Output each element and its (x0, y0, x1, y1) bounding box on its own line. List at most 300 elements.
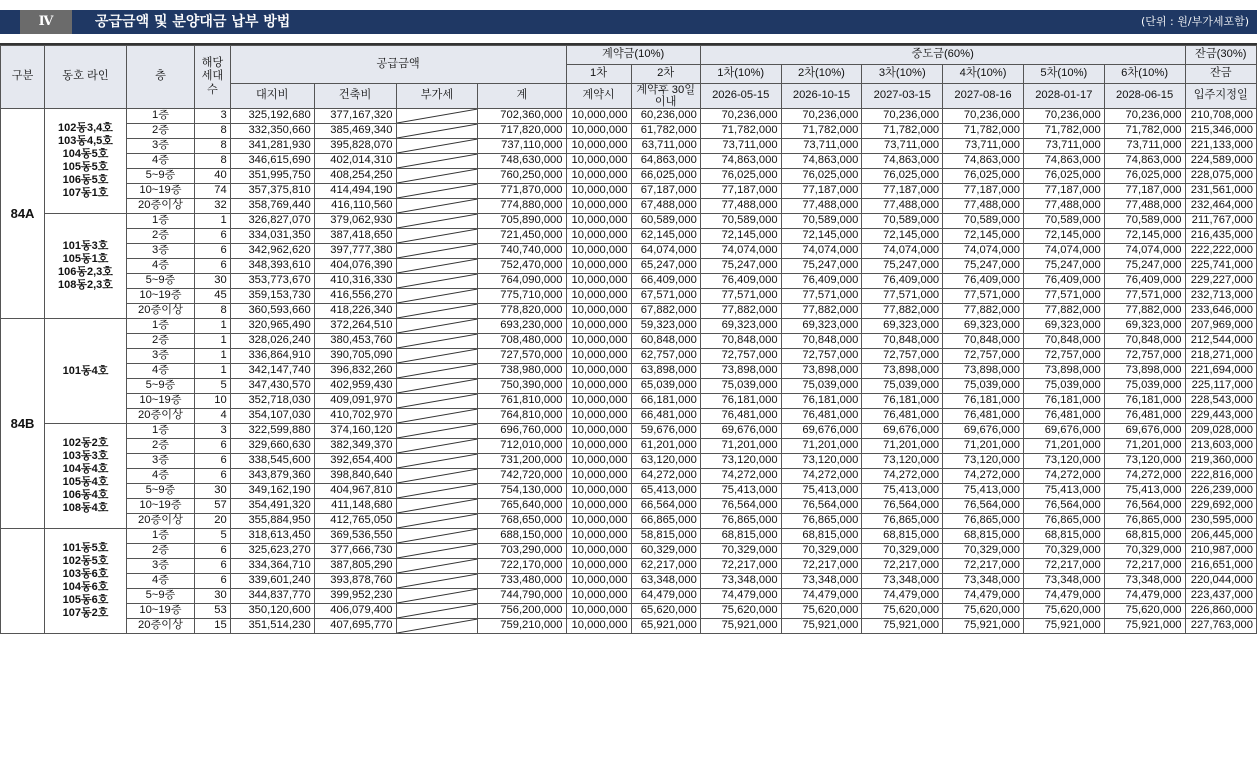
deposit-2-cell: 62,145,000 (631, 229, 700, 244)
col-supply: 공급금액 (230, 46, 566, 84)
dong-line-cell: 101동4호 (45, 319, 127, 424)
floor-cell: 10~19층 (126, 184, 194, 199)
building-price-cell: 379,062,930 (314, 214, 396, 229)
col-gubun: 구분 (1, 46, 45, 109)
middle-payment-cell: 72,145,000 (1104, 229, 1185, 244)
table-row (1, 289, 1257, 304)
units-cell: 6 (195, 469, 231, 484)
table-row (1, 139, 1257, 154)
floor-cell: 2층 (126, 229, 194, 244)
deposit-1-cell: 10,000,000 (566, 379, 631, 394)
units-cell: 30 (195, 589, 231, 604)
building-price-cell: 410,702,970 (314, 409, 396, 424)
land-price-cell: 344,837,770 (230, 589, 314, 604)
middle-payment-cell: 70,236,000 (781, 109, 862, 124)
middle-payment-cell: 70,236,000 (1023, 109, 1104, 124)
deposit-1-cell: 10,000,000 (566, 589, 631, 604)
middle-payment-cell: 69,323,000 (862, 319, 943, 334)
balance-cell: 218,271,000 (1185, 349, 1256, 364)
balance-cell: 233,646,000 (1185, 304, 1256, 319)
floor-cell: 10~19층 (126, 394, 194, 409)
vat-cell (396, 244, 478, 259)
middle-payment-cell: 77,488,000 (781, 199, 862, 214)
deposit-1-cell: 10,000,000 (566, 124, 631, 139)
middle-payment-cell: 75,039,000 (1023, 379, 1104, 394)
building-price-cell: 387,418,650 (314, 229, 396, 244)
middle-payment-cell: 76,181,000 (943, 394, 1024, 409)
col-balance-when: 입주지정일 (1185, 84, 1256, 109)
middle-payment-cell: 70,848,000 (1104, 334, 1185, 349)
deposit-1-cell: 10,000,000 (566, 604, 631, 619)
vat-cell (396, 229, 478, 244)
middle-payment-cell: 76,025,000 (943, 169, 1024, 184)
middle-payment-cell: 68,815,000 (862, 529, 943, 544)
units-cell: 57 (195, 499, 231, 514)
table-row (1, 619, 1257, 634)
total-price-cell: 744,790,000 (478, 589, 566, 604)
floor-cell: 2층 (126, 439, 194, 454)
table-row (1, 109, 1257, 124)
deposit-2-cell: 67,882,000 (631, 304, 700, 319)
vat-cell (396, 169, 478, 184)
col-dongho: 동호 라인 (45, 46, 127, 109)
floor-cell: 4층 (126, 259, 194, 274)
land-price-cell: 357,375,810 (230, 184, 314, 199)
middle-payment-cell: 75,247,000 (1023, 259, 1104, 274)
deposit-1-cell: 10,000,000 (566, 304, 631, 319)
vat-cell (396, 334, 478, 349)
middle-payment-cell: 74,074,000 (1023, 244, 1104, 259)
middle-payment-cell: 70,589,000 (862, 214, 943, 229)
total-price-cell: 738,980,000 (478, 364, 566, 379)
building-price-cell: 393,878,760 (314, 574, 396, 589)
middle-payment-cell: 77,187,000 (700, 184, 781, 199)
middle-payment-cell: 71,201,000 (943, 439, 1024, 454)
table-row (1, 454, 1257, 469)
units-cell: 53 (195, 604, 231, 619)
middle-payment-cell: 75,413,000 (781, 484, 862, 499)
deposit-1-cell: 10,000,000 (566, 229, 631, 244)
balance-cell: 216,435,000 (1185, 229, 1256, 244)
middle-payment-cell: 73,120,000 (1023, 454, 1104, 469)
deposit-2-cell: 64,479,000 (631, 589, 700, 604)
middle-payment-cell: 69,676,000 (862, 424, 943, 439)
vat-cell (396, 349, 478, 364)
middle-payment-cell: 73,711,000 (1023, 139, 1104, 154)
middle-payment-cell: 73,120,000 (700, 454, 781, 469)
balance-cell: 224,589,000 (1185, 154, 1256, 169)
building-price-cell: 372,264,510 (314, 319, 396, 334)
total-price-cell: 717,820,000 (478, 124, 566, 139)
middle-payment-cell: 75,620,000 (862, 604, 943, 619)
deposit-1-cell: 10,000,000 (566, 364, 631, 379)
deposit-1-cell: 10,000,000 (566, 319, 631, 334)
balance-cell: 229,443,000 (1185, 409, 1256, 424)
middle-payment-cell: 71,782,000 (1023, 124, 1104, 139)
total-price-cell: 778,820,000 (478, 304, 566, 319)
deposit-2-cell: 64,272,000 (631, 469, 700, 484)
middle-payment-cell: 77,571,000 (862, 289, 943, 304)
land-price-cell: 354,491,320 (230, 499, 314, 514)
land-price-cell: 325,192,680 (230, 109, 314, 124)
units-cell: 15 (195, 619, 231, 634)
total-price-cell: 748,630,000 (478, 154, 566, 169)
middle-payment-cell: 70,329,000 (1104, 544, 1185, 559)
middle-payment-cell: 75,247,000 (781, 259, 862, 274)
middle-payment-cell: 77,882,000 (700, 304, 781, 319)
deposit-2-cell: 65,921,000 (631, 619, 700, 634)
units-cell: 6 (195, 544, 231, 559)
balance-cell: 216,651,000 (1185, 559, 1256, 574)
middle-payment-cell: 69,676,000 (1104, 424, 1185, 439)
total-price-cell: 740,740,000 (478, 244, 566, 259)
deposit-2-cell: 63,120,000 (631, 454, 700, 469)
balance-cell: 222,816,000 (1185, 469, 1256, 484)
deposit-2-cell: 63,348,000 (631, 574, 700, 589)
floor-cell: 1층 (126, 319, 194, 334)
floor-cell: 10~19층 (126, 499, 194, 514)
balance-cell: 223,437,000 (1185, 589, 1256, 604)
middle-payment-cell: 76,481,000 (781, 409, 862, 424)
deposit-1-cell: 10,000,000 (566, 514, 631, 529)
middle-payment-cell: 69,323,000 (943, 319, 1024, 334)
building-price-cell: 387,805,290 (314, 559, 396, 574)
land-price-cell: 342,147,740 (230, 364, 314, 379)
middle-payment-cell: 75,413,000 (700, 484, 781, 499)
unit-type-cell: 84A (1, 109, 45, 319)
vat-cell (396, 454, 478, 469)
deposit-1-cell: 10,000,000 (566, 154, 631, 169)
table-row (1, 304, 1257, 319)
middle-payment-cell: 74,479,000 (1023, 589, 1104, 604)
col-mid-label: 1차(10%) (700, 65, 781, 84)
middle-payment-cell: 77,187,000 (1104, 184, 1185, 199)
units-cell: 40 (195, 169, 231, 184)
floor-cell: 4층 (126, 154, 194, 169)
balance-cell: 225,741,000 (1185, 259, 1256, 274)
table-row (1, 274, 1257, 289)
total-price-cell: 756,200,000 (478, 604, 566, 619)
middle-payment-cell: 77,488,000 (700, 199, 781, 214)
middle-payment-cell: 76,865,000 (700, 514, 781, 529)
balance-cell: 229,227,000 (1185, 274, 1256, 289)
deposit-1-cell: 10,000,000 (566, 334, 631, 349)
units-cell: 1 (195, 349, 231, 364)
vat-cell (396, 379, 478, 394)
middle-payment-cell: 76,409,000 (781, 274, 862, 289)
balance-cell: 221,694,000 (1185, 364, 1256, 379)
col-building: 건축비 (314, 84, 396, 109)
total-price-cell: 760,250,000 (478, 169, 566, 184)
total-price-cell: 775,710,000 (478, 289, 566, 304)
table-row (1, 124, 1257, 139)
middle-payment-cell: 77,187,000 (862, 184, 943, 199)
middle-payment-cell: 75,039,000 (1104, 379, 1185, 394)
table-row (1, 514, 1257, 529)
deposit-1-cell: 10,000,000 (566, 244, 631, 259)
total-price-cell: 765,640,000 (478, 499, 566, 514)
middle-payment-cell: 74,272,000 (700, 469, 781, 484)
vat-cell (396, 364, 478, 379)
col-dep1: 1차 (566, 65, 631, 84)
middle-payment-cell: 72,217,000 (943, 559, 1024, 574)
middle-payment-cell: 75,413,000 (862, 484, 943, 499)
dong-line-cell: 101동5호 102동5호 103동6호 104동6호 105동6호 107동2호 (45, 529, 127, 634)
vat-cell (396, 259, 478, 274)
middle-payment-cell: 75,039,000 (781, 379, 862, 394)
units-cell: 10 (195, 394, 231, 409)
middle-payment-cell: 74,272,000 (781, 469, 862, 484)
balance-cell: 220,044,000 (1185, 574, 1256, 589)
middle-payment-cell: 72,757,000 (943, 349, 1024, 364)
col-units: 해당 세대수 (195, 46, 231, 109)
deposit-1-cell: 10,000,000 (566, 199, 631, 214)
middle-payment-cell: 69,676,000 (943, 424, 1024, 439)
middle-payment-cell: 68,815,000 (943, 529, 1024, 544)
floor-cell: 3층 (126, 349, 194, 364)
deposit-1-cell: 10,000,000 (566, 559, 631, 574)
middle-payment-cell: 68,815,000 (781, 529, 862, 544)
middle-payment-cell: 77,488,000 (1104, 199, 1185, 214)
middle-payment-cell: 73,898,000 (943, 364, 1024, 379)
land-price-cell: 328,026,240 (230, 334, 314, 349)
page-title: 공급금액 및 분양대금 납부 방법 (95, 14, 291, 30)
col-mid-label: 6차(10%) (1104, 65, 1185, 84)
middle-payment-cell: 72,757,000 (1104, 349, 1185, 364)
floor-cell: 2층 (126, 124, 194, 139)
units-cell: 3 (195, 424, 231, 439)
middle-payment-cell: 71,201,000 (1023, 439, 1104, 454)
middle-payment-cell: 76,481,000 (862, 409, 943, 424)
middle-payment-cell: 73,711,000 (700, 139, 781, 154)
units-cell: 6 (195, 574, 231, 589)
middle-payment-cell: 76,865,000 (1023, 514, 1104, 529)
deposit-2-cell: 62,757,000 (631, 349, 700, 364)
table-row (1, 424, 1257, 439)
floor-cell: 20층이상 (126, 199, 194, 214)
land-price-cell: 348,393,610 (230, 259, 314, 274)
units-cell: 6 (195, 229, 231, 244)
deposit-2-cell: 63,711,000 (631, 139, 700, 154)
middle-payment-cell: 69,323,000 (1104, 319, 1185, 334)
col-mid-date: 2027-03-15 (862, 84, 943, 109)
middle-payment-cell: 76,564,000 (700, 499, 781, 514)
middle-payment-cell: 70,848,000 (781, 334, 862, 349)
middle-payment-cell: 76,865,000 (781, 514, 862, 529)
floor-cell: 3층 (126, 139, 194, 154)
middle-payment-cell: 73,898,000 (1023, 364, 1104, 379)
unit-type-cell (1, 529, 45, 634)
deposit-1-cell: 10,000,000 (566, 289, 631, 304)
vat-cell (396, 469, 478, 484)
middle-payment-cell: 73,120,000 (943, 454, 1024, 469)
middle-payment-cell: 70,329,000 (1023, 544, 1104, 559)
middle-payment-cell: 70,329,000 (943, 544, 1024, 559)
building-price-cell: 409,091,970 (314, 394, 396, 409)
units-cell: 74 (195, 184, 231, 199)
balance-cell: 207,969,000 (1185, 319, 1256, 334)
col-dep2: 2차 (631, 65, 700, 84)
balance-cell: 225,117,000 (1185, 379, 1256, 394)
total-price-cell: 752,470,000 (478, 259, 566, 274)
deposit-1-cell: 10,000,000 (566, 409, 631, 424)
middle-payment-cell: 75,620,000 (1023, 604, 1104, 619)
land-price-cell: 334,364,710 (230, 559, 314, 574)
middle-payment-cell: 77,571,000 (781, 289, 862, 304)
middle-payment-cell: 74,479,000 (781, 589, 862, 604)
middle-payment-cell: 69,323,000 (781, 319, 862, 334)
land-price-cell: 359,153,730 (230, 289, 314, 304)
middle-payment-cell: 76,025,000 (1023, 169, 1104, 184)
middle-payment-cell: 72,145,000 (1023, 229, 1104, 244)
middle-payment-cell: 72,217,000 (1104, 559, 1185, 574)
middle-payment-cell: 77,882,000 (862, 304, 943, 319)
middle-payment-cell: 76,409,000 (1023, 274, 1104, 289)
land-price-cell: 347,430,570 (230, 379, 314, 394)
building-price-cell: 396,832,260 (314, 364, 396, 379)
total-price-cell: 705,890,000 (478, 214, 566, 229)
deposit-2-cell: 62,217,000 (631, 559, 700, 574)
deposit-1-cell: 10,000,000 (566, 394, 631, 409)
deposit-1-cell: 10,000,000 (566, 499, 631, 514)
middle-payment-cell: 71,782,000 (943, 124, 1024, 139)
balance-cell: 215,346,000 (1185, 124, 1256, 139)
building-price-cell: 402,959,430 (314, 379, 396, 394)
middle-payment-cell: 76,409,000 (862, 274, 943, 289)
section-title-bar (0, 10, 1257, 34)
middle-payment-cell: 72,757,000 (781, 349, 862, 364)
units-cell: 1 (195, 334, 231, 349)
table-row (1, 589, 1257, 604)
middle-payment-cell: 70,848,000 (700, 334, 781, 349)
middle-payment-cell: 75,921,000 (700, 619, 781, 634)
land-price-cell: 341,281,930 (230, 139, 314, 154)
middle-payment-cell: 75,413,000 (1023, 484, 1104, 499)
deposit-2-cell: 67,571,000 (631, 289, 700, 304)
middle-payment-cell: 76,025,000 (781, 169, 862, 184)
vat-cell (396, 424, 478, 439)
units-cell: 6 (195, 559, 231, 574)
floor-cell: 3층 (126, 454, 194, 469)
middle-payment-cell: 68,815,000 (1023, 529, 1104, 544)
building-price-cell: 390,705,090 (314, 349, 396, 364)
middle-payment-cell: 77,882,000 (781, 304, 862, 319)
total-price-cell: 733,480,000 (478, 574, 566, 589)
middle-payment-cell: 75,247,000 (700, 259, 781, 274)
land-price-cell: 342,962,620 (230, 244, 314, 259)
deposit-2-cell: 65,413,000 (631, 484, 700, 499)
middle-payment-cell: 75,039,000 (862, 379, 943, 394)
land-price-cell: 355,884,950 (230, 514, 314, 529)
deposit-1-cell: 10,000,000 (566, 529, 631, 544)
middle-payment-cell: 74,479,000 (700, 589, 781, 604)
deposit-2-cell: 58,815,000 (631, 529, 700, 544)
units-cell: 8 (195, 154, 231, 169)
middle-payment-cell: 75,620,000 (943, 604, 1024, 619)
middle-payment-cell: 70,589,000 (700, 214, 781, 229)
land-price-cell: 360,593,660 (230, 304, 314, 319)
building-price-cell: 408,254,250 (314, 169, 396, 184)
middle-payment-cell: 76,409,000 (943, 274, 1024, 289)
deposit-1-cell: 10,000,000 (566, 274, 631, 289)
units-cell: 30 (195, 274, 231, 289)
vat-cell (396, 214, 478, 229)
balance-cell: 210,987,000 (1185, 544, 1256, 559)
col-dep1-when: 계약시 (566, 84, 631, 109)
total-price-cell: 693,230,000 (478, 319, 566, 334)
units-cell: 6 (195, 439, 231, 454)
total-price-cell: 771,870,000 (478, 184, 566, 199)
middle-payment-cell: 73,348,000 (1104, 574, 1185, 589)
col-mid-date: 2026-05-15 (700, 84, 781, 109)
middle-payment-cell: 76,481,000 (1023, 409, 1104, 424)
middle-payment-cell: 74,863,000 (781, 154, 862, 169)
middle-payment-cell: 70,848,000 (1023, 334, 1104, 349)
building-price-cell: 380,453,760 (314, 334, 396, 349)
vat-cell (396, 289, 478, 304)
deposit-2-cell: 66,181,000 (631, 394, 700, 409)
middle-payment-cell: 76,025,000 (862, 169, 943, 184)
floor-cell: 20층이상 (126, 514, 194, 529)
units-cell: 30 (195, 484, 231, 499)
vat-cell (396, 199, 478, 214)
middle-payment-cell: 71,201,000 (700, 439, 781, 454)
balance-cell: 212,544,000 (1185, 334, 1256, 349)
units-cell: 1 (195, 319, 231, 334)
middle-payment-cell: 75,921,000 (943, 619, 1024, 634)
deposit-1-cell: 10,000,000 (566, 544, 631, 559)
deposit-2-cell: 59,323,000 (631, 319, 700, 334)
middle-payment-cell: 70,329,000 (700, 544, 781, 559)
middle-payment-cell: 76,409,000 (1104, 274, 1185, 289)
middle-payment-cell: 76,865,000 (943, 514, 1024, 529)
units-cell: 1 (195, 214, 231, 229)
land-price-cell: 334,031,350 (230, 229, 314, 244)
floor-cell: 2층 (126, 544, 194, 559)
middle-payment-cell: 73,898,000 (862, 364, 943, 379)
vat-cell (396, 274, 478, 289)
table-row (1, 394, 1257, 409)
middle-payment-cell: 77,187,000 (781, 184, 862, 199)
middle-payment-cell: 74,272,000 (862, 469, 943, 484)
col-mid-label: 3차(10%) (862, 65, 943, 84)
middle-payment-cell: 74,479,000 (1104, 589, 1185, 604)
units-cell: 32 (195, 199, 231, 214)
middle-payment-cell: 74,479,000 (943, 589, 1024, 604)
col-mid-date: 2027-08-16 (943, 84, 1024, 109)
deposit-2-cell: 67,488,000 (631, 199, 700, 214)
middle-payment-cell: 71,782,000 (700, 124, 781, 139)
floor-cell: 1층 (126, 529, 194, 544)
table-header (1, 46, 1257, 109)
deposit-2-cell: 65,039,000 (631, 379, 700, 394)
floor-cell: 5~9층 (126, 169, 194, 184)
land-price-cell: 349,162,190 (230, 484, 314, 499)
middle-payment-cell: 76,865,000 (862, 514, 943, 529)
building-price-cell: 404,076,390 (314, 259, 396, 274)
deposit-2-cell: 66,865,000 (631, 514, 700, 529)
balance-cell: 232,713,000 (1185, 289, 1256, 304)
table-row (1, 574, 1257, 589)
building-price-cell: 398,840,640 (314, 469, 396, 484)
middle-payment-cell: 73,120,000 (1104, 454, 1185, 469)
col-mid-label: 5차(10%) (1023, 65, 1104, 84)
vat-cell (396, 139, 478, 154)
deposit-1-cell: 10,000,000 (566, 484, 631, 499)
table-row (1, 184, 1257, 199)
total-price-cell: 764,810,000 (478, 409, 566, 424)
vat-cell (396, 589, 478, 604)
